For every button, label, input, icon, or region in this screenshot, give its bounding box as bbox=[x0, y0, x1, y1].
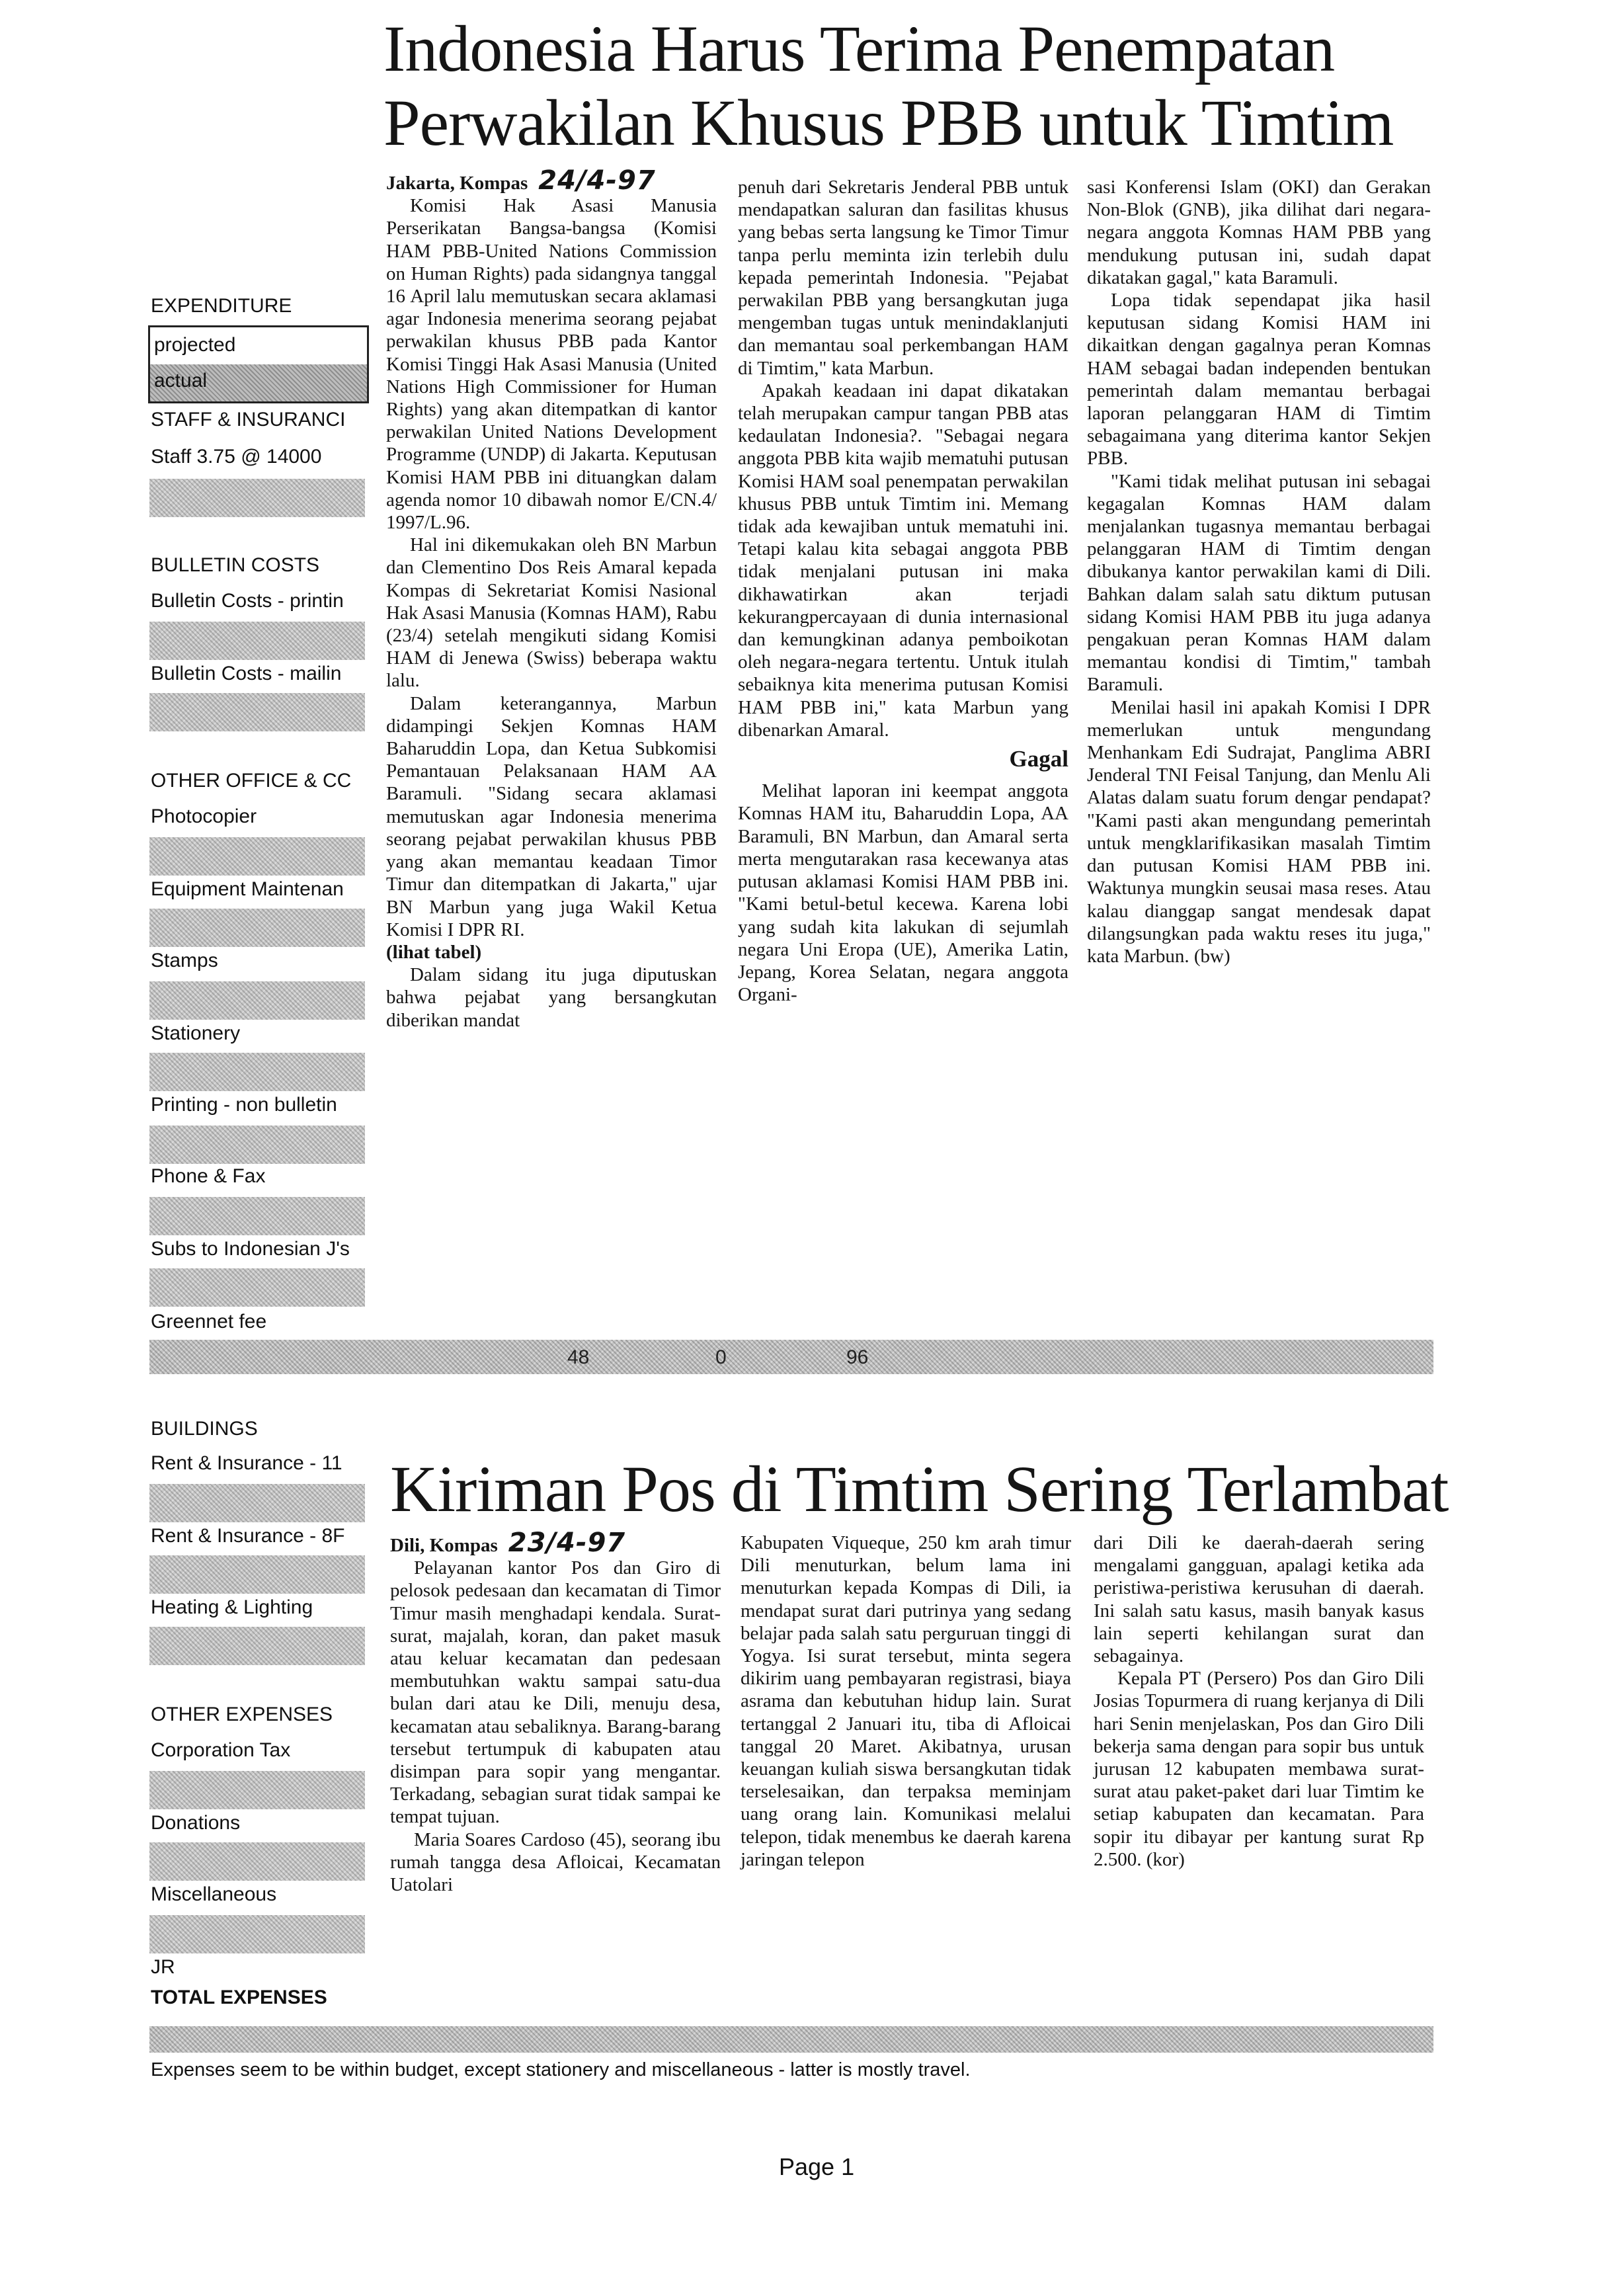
bulletin-costs-heading: BULLETIN COSTS bbox=[151, 554, 320, 576]
article2-dateline-row bbox=[390, 1528, 721, 1558]
scale-label-96: 96 bbox=[846, 1346, 869, 1368]
article1-paragraph: Menilai hasil ini apakah Komisi I DPR memerlukan untuk mengundang Menhankam Edi Sudrajat, Panglima ABRI Jenderal TNI Feisal Tanjung, dan Menlu Ali Alatas dalam suatu forum dengar pendapat? "Kami pasti akan mengundang pemerintah untuk mengklarifikasikan masalah Timtim dan putusan Komisi HAM PBB ini. Waktunya mungkin seusai masa reses. Atau kalau dianggap sangat mendesak dapat dilangsungkan pada waktu reses itu juga," kata Marbun. (bw) bbox=[1087, 696, 1431, 967]
article1-dateline: Jakarta, Kompas bbox=[386, 173, 528, 194]
photocopier-label: Photocopier bbox=[151, 805, 257, 827]
expenditure-heading: EXPENDITURE bbox=[151, 295, 292, 317]
printing-non-bulletin-label: Printing - non bulletin bbox=[151, 1094, 337, 1116]
donations-label: Donations bbox=[151, 1812, 241, 1834]
article1-paragraph: Apakah keadaan ini dapat dikatakan telah merupakan campur tangan PBB atas kedaulatan Indonesia?. "Sebagai negara anggota PBB kita wajib mematuhi putusan Komisi HAM soal penempatan perwakilan khusus PBB untuk Timtim ini. Memang tidak ada kewajiban untuk mematuhi ini. Tetapi kalau kita sebagai anggota PBB tidak menjalani putusan ini maka dikhawatirkan akan terjadi kekurangpercayaan di dunia internasional dan kemungkinan adanya pemboikotan oleh negara-negara tertentu. Untuk itulah sebaiknya kita menerima putusan Komisi HAM PBB ini," kata Marbun yang dibenarkan Amaral. bbox=[738, 380, 1068, 741]
article2-column-1 bbox=[390, 1528, 721, 1896]
article2-paragraph: Kabupaten Viqueque, 250 km arah timur Dili menuturkan, belum lama ini menuturkan kepada Kompas di Dili, ia mendapat surat dari putrinya yang sedang belajar pada salah satu perguruan tinggi di Yogya. Isi surat tersebut, minta segera dikirim uang pembayaran registrasi, biaya asrama dan kebutuhan hidup lain. Surat tertanggal 2 Januari itu, tiba di Afloicai tanggal 20 Maret. Akibatnya, urusan keuangan kuliah siswa bersangkutan tidak terselesaikan, dan terpaksa meminjam uang orang lain. Komunikasi melalui telepon, tidak menembus ke daerah karena jaringan telepon bbox=[741, 1532, 1071, 1870]
article2-headline: Kiriman Pos di Timtim Sering Terlambat bbox=[390, 1452, 1449, 1526]
stamps-bar bbox=[149, 981, 365, 1020]
equipment-label: Equipment Maintenan bbox=[151, 878, 344, 900]
photocopier-bar bbox=[149, 837, 365, 876]
staff-insurance-heading: STAFF & INSURANCI bbox=[151, 409, 346, 430]
article1-paragraph: penuh dari Sekretaris Jenderal PBB untuk mendapatkan saluran dan fasilitas khusus yang bebas serta langsung ke Timor Timur tanpa perlu meminta izin terlebih dulu kepada pemerintah Indonesia. "Pejabat perwakilan PBB yang bersangkutan juga mengemban tugas untuk menindaklanjuti dan memantau soal perkembangan HAM di Timtim," kata Marbun. bbox=[738, 177, 1068, 379]
phone-fax-bar bbox=[149, 1197, 365, 1235]
subs-label: Subs to Indonesian J's bbox=[151, 1238, 350, 1260]
stamps-label: Stamps bbox=[151, 950, 218, 971]
other-office-heading: OTHER OFFICE & CC bbox=[151, 770, 352, 792]
article1-column-3 bbox=[1087, 176, 1431, 967]
article1-paragraph: Lopa tidak sependapat jika hasil keputusan sidang Komisi HAM ini dikaitkan dengan gagalnya peran Komnas HAM sebagai badan independen bentukan pemerintah dalam memantau berbagai laporan pelanggaran HAM di Timtim sebagaimana yang diterima kantor Sekjen PBB. bbox=[1087, 290, 1431, 470]
scale-label-0: 0 bbox=[715, 1346, 727, 1368]
article1-paragraph: Dalam keterangannya, Marbun didampingi Sekjen Komnas HAM Baharuddin Lopa, dan Ketua Subkomisi Pemantauan Pelaksanaan HAM AA Baramuli. "Sidang secara aklamasi memutuskan agar Indonesia menerima seorang pejabat perwakilan khusus PBB yang akan memantau keadaan Timor Timur dan ditempatkan di Jakarta," ujar BN Marbun yang juga Wakil Ketua Komisi I DPR RI. bbox=[386, 692, 717, 940]
buildings-heading: BUILDINGS bbox=[151, 1418, 258, 1440]
rent8-label: Rent & Insurance - 8F bbox=[151, 1525, 345, 1547]
scale-band bbox=[149, 1340, 1433, 1374]
legend-box bbox=[148, 325, 369, 403]
other-expenses-heading: OTHER EXPENSES bbox=[151, 1703, 333, 1725]
bulletin-printing-bar bbox=[149, 622, 365, 660]
total-band bbox=[149, 2026, 1433, 2053]
bulletin-mailing-label: Bulletin Costs - mailin bbox=[151, 663, 342, 684]
staff-rate-label: Staff 3.75 @ 14000 bbox=[151, 446, 322, 468]
article2-dateline: Dili, Kompas bbox=[390, 1535, 498, 1556]
article1-paragraph: "Kami tidak melihat putusan ini sebagai kegagalan Komnas HAM dalam menjalankan tugasnya memantau berbagai pelanggaran HAM di Timtim dengan dibukanya kantor perwakilan kami di Dili. Bahkan dalam salah satu diktum putusan sidang Komisi HAM PBB itu juga adanya pengakuan peran Komnas HAM dalam memantau kondisi di Timtim," tambah Baramuli. bbox=[1087, 470, 1431, 696]
article1-paragraph: Melihat laporan ini keempat anggota Komnas HAM itu, Baharuddin Lopa, AA Baramuli, BN Marbun, dan Amaral serta merta mengutarakan rasa kecewanya atas putusan aklamasi Komisi HAM PBB ini. "Kami betul-betul kecewa. Karena lobi yang sudah kita lakukan di sejumlah negara Uni Eropa (UE), Amerika Latin, Jepang, Korea Selatan, negara anggota Organi- bbox=[738, 780, 1068, 1006]
phone-fax-label: Phone & Fax bbox=[151, 1165, 266, 1187]
heating-bar bbox=[149, 1627, 365, 1665]
article2-handwritten-date: 23/4-97 bbox=[508, 1528, 626, 1558]
misc-label: Miscellaneous bbox=[151, 1883, 277, 1905]
equipment-bar bbox=[149, 909, 365, 947]
scale-label-48: 48 bbox=[567, 1346, 590, 1368]
jr-label: JR bbox=[151, 1956, 175, 1978]
article2-paragraph: Kepala PT (Persero) Pos dan Giro Dili Josias Topurmera di ruang kerjanya di Dili hari Senin menjelaskan, Pos dan Giro Dili bekerja sama dengan para sopir bus untuk jurusan 12 kabupaten membawa surat-surat atau paket-paket dari luar Timtim ke setiap kabupaten dan kecamatan. Para sopir itu dibayar per kantung surat Rp 2.500. (kor) bbox=[1094, 1668, 1424, 1870]
corp-tax-label: Corporation Tax bbox=[151, 1739, 291, 1761]
subs-bar bbox=[149, 1268, 365, 1307]
page-number: Page 1 bbox=[779, 2153, 855, 2180]
staff-bar bbox=[149, 479, 365, 517]
rent11-bar bbox=[149, 1484, 365, 1522]
article2-paragraph: Pelayanan kantor Pos dan Giro di pelosok pedesaan dan kecamatan di Timor Timur masih menghadapi kendala. Surat-surat, majalah, koran, dan paket masuk atau keluar kecamatan dan pedesaan membutuhkan waktu sampai satu-dua bulan dari atau ke Dili, menuju desa, kecamatan atau sebaliknya. Barang-barang tersebut tertumpuk di kabupaten atau disimpan para sopir yang mengantar. Terkadang, sebagian surat tidak sampai ke tempat tujuan. bbox=[390, 1557, 721, 1828]
corp-tax-bar bbox=[149, 1771, 365, 1809]
legend-actual: actual bbox=[154, 370, 208, 391]
lihat-tabel: (lihat tabel) bbox=[386, 941, 482, 963]
article1-handwritten-date: 24/4-97 bbox=[538, 165, 656, 196]
article1-column-2 bbox=[738, 176, 1068, 1006]
total-expenses-label: TOTAL EXPENSES bbox=[151, 1987, 327, 2008]
article1-paragraph: Hal ini dikemukakan oleh BN Marbun dan Clementino Dos Reis Amaral kepada Kompas di Sekretariat Komisi Nasional Hak Asasi Manusia (Komnas HAM), Rabu (23/4) setelah mengikuti sidang Komisi HAM di Jenewa (Swiss) beberapa waktu lalu. bbox=[386, 534, 717, 692]
printing-non-bulletin-bar bbox=[149, 1126, 365, 1164]
article1-headline-line1: Indonesia Harus Terima Penempatan bbox=[383, 12, 1335, 85]
donations-bar bbox=[149, 1842, 365, 1881]
article2-paragraph: Maria Soares Cardoso (45), seorang ibu rumah tangga desa Afloicai, Kecamatan Uatolari bbox=[390, 1828, 721, 1896]
article1-paragraph: Komisi Hak Asasi Manusia Perserikatan Bangsa-bangsa (Komisi HAM PBB-United Nations Commission on Human Rights) pada sidangnya tanggal 16 April lalu memutuskan secara aklamasi agar Indonesia menerima seorang pejabat perwakilan khusus PBB pada Kantor Komisi Tinggi Hak Asasi Manusia (United Nations High Commissioner for Human Rights) yang akan ditempatkan di kantor perwakilan United Nations Development Programme (UNDP) di Jakarta. Keputusan Komisi HAM PBB ini dituangkan dalam agenda nomor 10 dibawah nomor E/CN.4/ 1997/L.96. bbox=[386, 195, 717, 534]
article1-paragraph: sasi Konferensi Islam (OKI) dan Gerakan Non-Blok (GNB), jika dilihat dari negara-negara anggota Komnas HAM PBB yang mendukung putusan ini, sudah dapat dikatakan gagal," kata Baramuli. bbox=[1087, 177, 1431, 288]
bulletin-mailing-bar bbox=[149, 693, 365, 731]
article1-headline-line2: Perwakilan Khusus PBB untuk Timtim bbox=[383, 86, 1394, 159]
stationery-label: Stationery bbox=[151, 1022, 241, 1044]
heating-label: Heating & Lighting bbox=[151, 1596, 313, 1618]
article1-paragraph: Dalam sidang itu juga diputuskan bahwa pejabat yang bersangkutan diberikan mandat bbox=[386, 964, 717, 1031]
bulletin-printing-label: Bulletin Costs - printin bbox=[151, 590, 344, 612]
article2-column-3 bbox=[1094, 1532, 1424, 1871]
stationery-bar bbox=[149, 1053, 365, 1091]
article2-paragraph: dari Dili ke daerah-daerah sering mengalami gangguan, apalagi ketika ada peristiwa-peristiwa kerusuhan di daerah. Ini salah satu kasus, masih banyak kasus lain seperti kehilangan surat dan sebagainya. bbox=[1094, 1532, 1424, 1667]
rent11-label: Rent & Insurance - 11 bbox=[151, 1452, 342, 1474]
budget-note: Expenses seem to be within budget, except stationery and miscellaneous - latter is mostly travel. bbox=[151, 2059, 971, 2080]
legend-projected: projected bbox=[154, 334, 236, 356]
article1-column-1 bbox=[386, 165, 717, 1032]
article1-subhead: Gagal bbox=[1009, 746, 1068, 772]
rent8-bar bbox=[149, 1555, 365, 1594]
greennet-label: Greennet fee bbox=[151, 1311, 267, 1332]
misc-bar bbox=[149, 1915, 365, 1953]
article2-column-2 bbox=[741, 1532, 1071, 1871]
article1-dateline-row bbox=[386, 165, 717, 196]
